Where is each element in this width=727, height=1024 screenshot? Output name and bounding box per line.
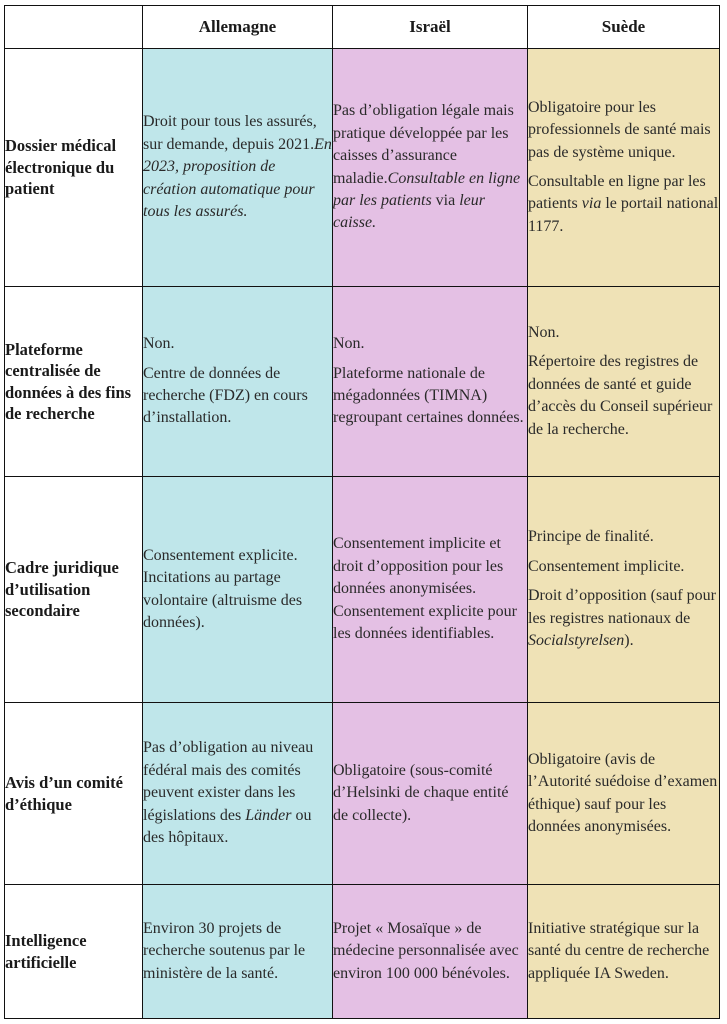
cell-text: Consentement implicite. bbox=[528, 557, 685, 575]
cell-paragraph bbox=[528, 351, 719, 441]
cell-paragraph bbox=[528, 526, 719, 548]
italic-term: Länder bbox=[245, 806, 292, 824]
cell-allemagne bbox=[143, 703, 333, 885]
header-row bbox=[5, 6, 720, 49]
cell-israel bbox=[333, 477, 528, 703]
table-row bbox=[5, 477, 720, 703]
italic-term: via bbox=[581, 195, 602, 213]
cell-text: Droit pour tous les assurés, sur demande, depuis 2021. bbox=[143, 113, 317, 153]
cell-text: Non. bbox=[333, 335, 365, 353]
cell-text: Consentement implicite et droit d’opposition pour les données anonymisées. Consentement explicite pour les données identifiables. bbox=[333, 535, 517, 643]
cell-allemagne bbox=[143, 477, 333, 703]
table-row bbox=[5, 49, 720, 287]
comparison-table bbox=[4, 5, 720, 1019]
cell-israel bbox=[333, 287, 528, 477]
table-row bbox=[5, 703, 720, 885]
cell-text: Pas d’obligation au niveau fédéral mais des comités peuvent exister dans les législations des bbox=[143, 739, 314, 824]
cell-text: Consentement explicite. Incitations au partage volontaire (altruisme des données). bbox=[143, 546, 303, 631]
cell-suede bbox=[528, 49, 720, 287]
column-header-suede: Suède bbox=[528, 6, 720, 49]
italic-term: Consultable en ligne par les patients bbox=[333, 169, 521, 209]
cell-allemagne bbox=[143, 287, 333, 477]
cell-paragraph bbox=[333, 363, 527, 430]
cell-paragraph bbox=[528, 171, 719, 238]
cell-paragraph bbox=[143, 737, 332, 849]
table-row bbox=[5, 885, 720, 1019]
cell-paragraph bbox=[333, 333, 527, 355]
italic-term: Socialstyrelsen bbox=[528, 632, 625, 650]
cell-text: ). bbox=[624, 632, 634, 650]
cell-suede bbox=[528, 885, 720, 1019]
cell-paragraph bbox=[143, 545, 332, 635]
cell-text: Principe de finalité. bbox=[528, 528, 654, 546]
cell-israel bbox=[333, 885, 528, 1019]
cell-paragraph bbox=[143, 918, 332, 985]
cell-text: ou des hôpitaux. bbox=[143, 806, 312, 847]
cell-paragraph bbox=[143, 363, 332, 430]
cell-text: Obligatoire (sous-comité d’Helsinki de chaque entité de collecte). bbox=[333, 761, 509, 824]
cell-text: Plateforme nationale de mégadonnées (TIMNA) regroupant certaines données. bbox=[333, 364, 524, 427]
column-header-israel: Israël bbox=[333, 6, 528, 49]
cell-text: Non. bbox=[143, 335, 175, 353]
cell-text: Consultable en ligne par les patients bbox=[528, 173, 706, 213]
cell-text: Centre de données de recherche (FDZ) en cours d’installation. bbox=[143, 364, 308, 427]
cell-text: Répertoire des registres de données de santé et guide d’accès du Conseil supérieur de la recherche. bbox=[528, 353, 713, 438]
cell-paragraph bbox=[528, 556, 719, 578]
cell-text: via bbox=[435, 191, 456, 209]
cell-text: Pas d’obligation légale mais pratique développée par les caisses d’assurance maladie. bbox=[333, 102, 514, 187]
row-header: Intelligence artificielle bbox=[5, 885, 143, 1019]
row-header: Plateforme centralisée de données à des fins de recherche bbox=[5, 287, 143, 477]
italic-term: En 2023, proposition de création automatique pour tous les assurés. bbox=[143, 135, 332, 221]
cell-paragraph bbox=[333, 918, 527, 985]
cell-text: Obligatoire pour les professionnels de santé mais pas de système unique. bbox=[528, 98, 711, 161]
cell-paragraph bbox=[528, 585, 719, 652]
cell-israel bbox=[333, 703, 528, 885]
column-header-allemagne: Allemagne bbox=[143, 6, 333, 49]
cell-paragraph bbox=[528, 749, 719, 839]
cell-text: Droit d’opposition (sauf pour les registres nationaux de bbox=[528, 587, 716, 627]
cell-text: Obligatoire (avis de l’Autorité suédoise d’examen éthique) sauf pour les données anonymisées. bbox=[528, 750, 718, 835]
cell-suede bbox=[528, 703, 720, 885]
cell-paragraph bbox=[143, 333, 332, 355]
cell-text: Environ 30 projets de recherche soutenus par le ministère de la santé. bbox=[143, 919, 306, 982]
cell-paragraph bbox=[333, 533, 527, 645]
corner-cell bbox=[5, 6, 143, 49]
cell-text: Initiative stratégique sur la santé du centre de recherche appliquée IA Sweden. bbox=[528, 919, 710, 982]
table-row bbox=[5, 287, 720, 477]
cell-paragraph bbox=[333, 100, 527, 234]
cell-allemagne bbox=[143, 49, 333, 287]
cell-israel bbox=[333, 49, 528, 287]
cell-paragraph bbox=[143, 111, 332, 223]
cell-paragraph bbox=[528, 97, 719, 164]
cell-text: Projet « Mosaïque » de médecine personnalisée avec environ 100 000 bénévoles. bbox=[333, 919, 519, 982]
cell-text: le portail national 1177. bbox=[528, 195, 719, 235]
italic-term: leur caisse. bbox=[333, 191, 485, 232]
cell-allemagne bbox=[143, 885, 333, 1019]
cell-paragraph bbox=[528, 918, 719, 985]
cell-paragraph bbox=[333, 760, 527, 827]
row-header: Dossier médical électronique du patient bbox=[5, 49, 143, 287]
cell-suede bbox=[528, 477, 720, 703]
cell-paragraph bbox=[528, 322, 719, 344]
row-header: Avis d’un comité d’éthique bbox=[5, 703, 143, 885]
row-header: Cadre juridique d’utilisation secondaire bbox=[5, 477, 143, 703]
cell-suede bbox=[528, 287, 720, 477]
cell-text: Non. bbox=[528, 323, 560, 341]
